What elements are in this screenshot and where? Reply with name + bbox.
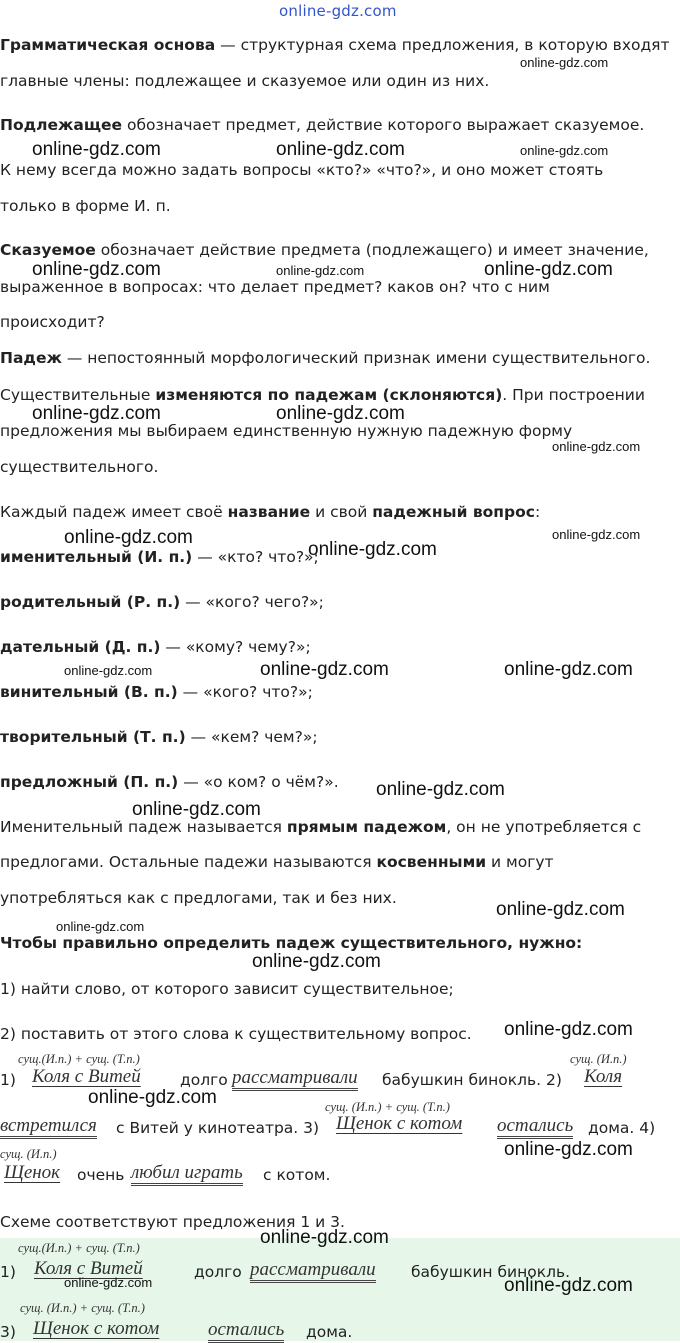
text-line: выраженное в вопросах: что делает предмет? каков он? что с ним [0,278,550,296]
text: с котом. [263,1166,331,1184]
scheme-label: сущ. (И.п.) + сущ. (Т.п.) [20,1301,145,1315]
case-name: творительный (Т. п.) [0,728,186,746]
text: долго [194,1263,242,1281]
text: очень [77,1166,125,1184]
paragraph-how-to: Чтобы правильно определить падеж существительного, нужно: [0,934,583,952]
text: дома. [306,1323,353,1341]
case-question: — «о ком? о чём?». [178,773,339,791]
watermark: online-gdz.com [276,139,405,160]
watermark: online-gdz.com [64,663,153,678]
predicate-underline: любил играть [131,1163,243,1186]
text: бабушкин бинокль. [411,1263,571,1281]
text-line [0,853,554,871]
watermark: online-gdz.com [132,799,261,820]
watermark: online-gdz.com [276,403,405,424]
sentence-number: 1) [0,1263,16,1281]
text: обозначает действие предмета (подлежащего) и имеет значение, [95,241,649,259]
watermark: online-gdz.com [504,1019,633,1040]
paragraph-declension [0,386,645,404]
term: название [227,503,311,521]
text: долго [180,1071,228,1089]
text-line: предложения мы выбираем единственную нужную падежную форму [0,422,573,440]
text: и могут [486,853,554,871]
predicate-underline: встретился [0,1116,97,1139]
text: предлогами. Остальные падежи называются [0,853,377,871]
text-line: главные члены: подлежащее и сказуемое или один из них. [0,72,490,90]
case-item [0,683,313,701]
site-header-link[interactable]: online-gdz.com [279,2,397,20]
scheme-label: сущ. (И.п.) [570,1052,627,1066]
text: Существительные [0,386,156,404]
case-question: — «кому? чему?»; [160,638,311,656]
case-name: именительный (И. п.) [0,548,193,566]
subject-underline: Щенок [4,1162,61,1183]
paragraph-case-names [0,503,540,521]
text: Каждый падеж имеет своё [0,503,228,521]
text-line: употребляться как с предлогами, так и без них. [0,889,397,907]
watermark: online-gdz.com [552,527,641,542]
watermark: online-gdz.com [88,1087,217,1108]
predicate-underline: остались [208,1320,284,1343]
watermark: online-gdz.com [496,899,625,920]
watermark: online-gdz.com [552,439,641,454]
paragraph-grammatical-basis [0,36,670,54]
answer-intro: Схеме соответствуют предложения 1 и 3. [0,1213,345,1231]
text: дома. 4) [588,1119,656,1137]
watermark: online-gdz.com [484,259,613,280]
case-item [0,773,339,791]
predicate-underline: рассматривали [250,1260,376,1283]
watermark: online-gdz.com [32,403,161,424]
scheme-label: сущ.(И.п.) + сущ. (Т.п.) [18,1241,140,1255]
watermark: online-gdz.com [64,527,193,548]
scheme-label: сущ. (И.п.) [0,1147,57,1161]
watermark: online-gdz.com [504,1275,633,1296]
watermark: online-gdz.com [520,143,609,158]
scheme-label: сущ. (И.п.) + сущ. (Т.п.) [325,1100,450,1114]
case-question: — «кого? что?»; [177,683,313,701]
text: : [534,503,541,521]
text-line: происходит? [0,313,105,331]
case-name: винительный (В. п.) [0,683,178,701]
text: и свой [310,503,373,521]
term: падежный вопрос [372,503,535,521]
watermark: online-gdz.com [252,951,381,972]
sentence-number: 1) [0,1071,16,1089]
watermark: online-gdz.com [260,659,389,680]
watermark: online-gdz.com [504,659,633,680]
text: . При построении [502,386,645,404]
watermark: online-gdz.com [260,1227,389,1248]
case-question: — «кого? чего?»; [180,593,324,611]
subject-underline: Коля [584,1066,623,1087]
paragraph-subject [0,116,644,134]
subject-underline: Коля с Витей [34,1258,143,1279]
text: — непостоянный морфологический признак имени существительного. [61,349,651,367]
predicate-underline: рассматривали [232,1068,358,1091]
term: изменяются по падежам (склоняются) [155,386,503,404]
case-name: родительный (Р. п.) [0,593,181,611]
subject-underline: Щенок с котом [33,1318,160,1339]
watermark: online-gdz.com [32,139,161,160]
term: Сказуемое [0,241,96,259]
scheme-label: сущ.(И.п.) + сущ. (Т.п.) [18,1052,140,1066]
text: с Витей у кинотеатра. 3) [116,1119,320,1137]
subject-underline: Коля с Витей [32,1066,141,1087]
step-item: 2) поставить от этого слова к существительному вопрос. [0,1025,472,1043]
watermark: online-gdz.com [504,1139,633,1160]
paragraph-direct-case [0,818,641,836]
step-item: 1) найти слово, от которого зависит существительное; [0,980,454,998]
text: бабушкин бинокль. 2) [382,1071,562,1089]
case-question: — «кем? чем?»; [185,728,318,746]
term: косвенными [376,853,487,871]
watermark: online-gdz.com [56,919,145,934]
text: Именительный падеж называется [0,818,287,836]
case-item [0,638,311,656]
term: прямым падежом [286,818,447,836]
watermark: online-gdz.com [308,539,437,560]
watermark: online-gdz.com [64,1275,153,1290]
watermark: online-gdz.com [276,263,365,278]
subject-underline: Щенок с котом [336,1113,463,1134]
case-item [0,593,324,611]
predicate-underline: остались [497,1116,573,1139]
watermark: online-gdz.com [32,259,161,280]
term: Подлежащее [0,116,123,134]
case-item [0,548,319,566]
paragraph-case [0,349,650,367]
watermark: online-gdz.com [520,55,609,70]
case-name: дательный (Д. п.) [0,638,161,656]
term: Грамматическая основа [0,36,216,54]
text-line: существительного. [0,458,159,476]
watermark: online-gdz.com [376,779,505,800]
case-item [0,728,318,746]
text-line: только в форме И. п. [0,197,171,215]
text: обозначает предмет, действие которого выражает сказуемое. [122,116,645,134]
text: — структурная схема предложения, в которую входят [215,36,670,54]
sentence-number: 3) [0,1323,16,1341]
case-name: предложный (П. п.) [0,773,179,791]
paragraph-predicate [0,241,649,259]
case-question: — «кто? что?»; [192,548,319,566]
text-line: К нему всегда можно задать вопросы «кто?» «что?», и оно может стоять [0,161,604,179]
text: , он не употребляется с [446,818,642,836]
term: Падеж [0,349,62,367]
